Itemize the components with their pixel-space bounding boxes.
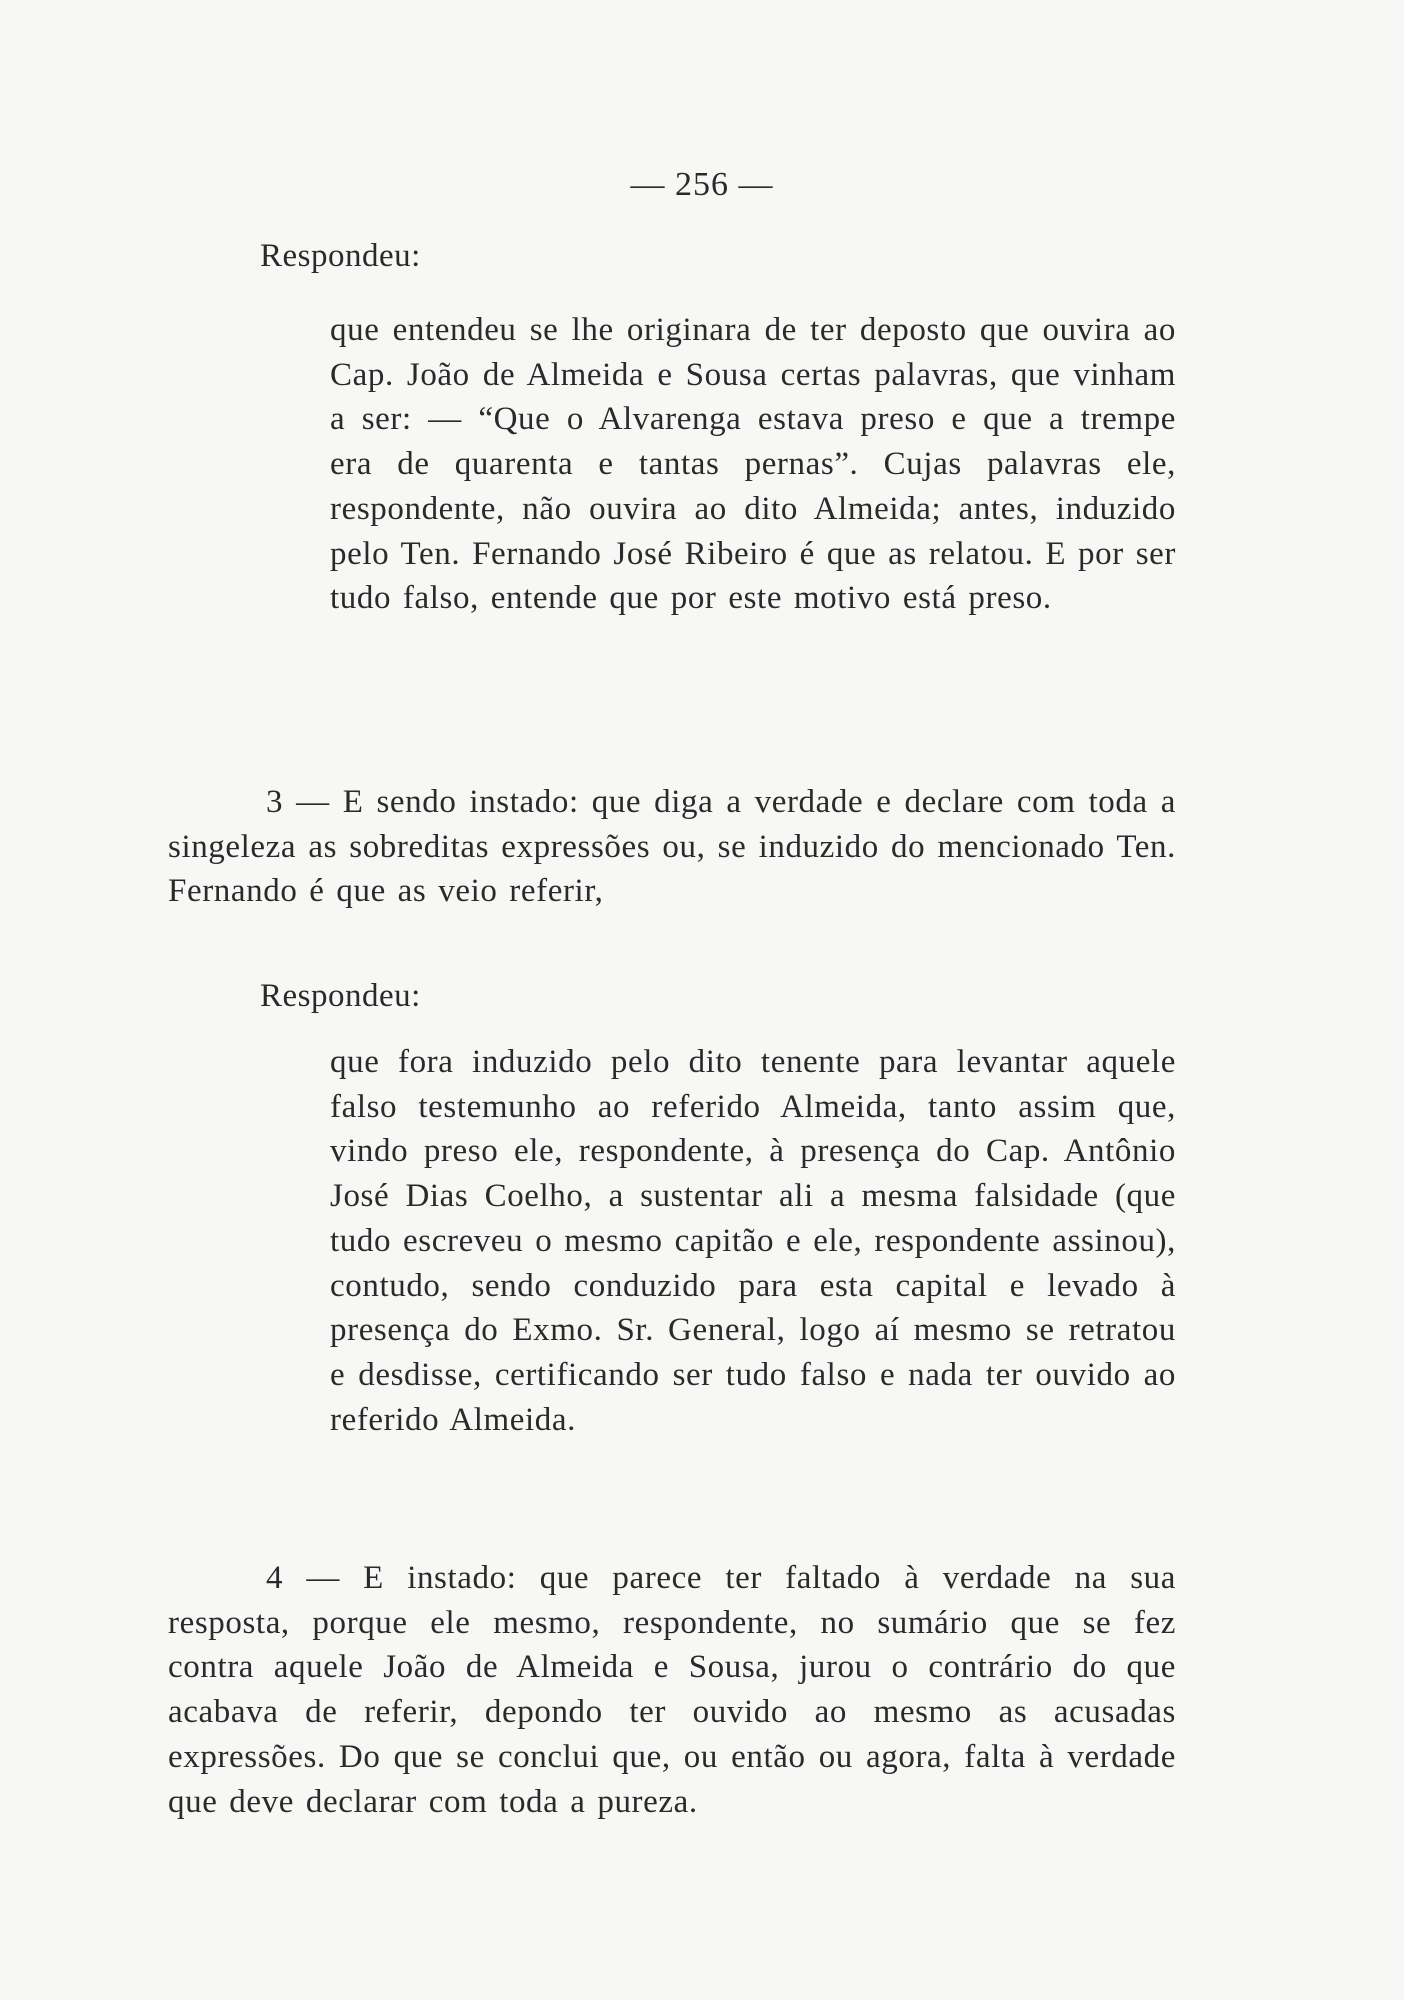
answer-label-1: Respondeu: bbox=[260, 238, 421, 274]
page-number: — 256 — bbox=[630, 166, 774, 203]
question-paragraph-3: 3 — E sendo instado: que diga a verdade e declare com toda a singeleza as sobreditas expressões ou, se induzido do mencionado Ten. Fernando é que as veio referir, bbox=[168, 784, 1176, 910]
answer-label-2: Respondeu: bbox=[260, 978, 421, 1014]
answer-paragraph-2: que fora induzido pelo dito tenente para levantar aquele falso testemunho ao referido Almeida, tanto assim que, vindo preso ele, respondente, à presença do Cap. Antônio José Dias Coelho, a sustentar ali a mesma falsidade (que tudo escreveu o mesmo capitão e ele, respondente assinou), contudo, sendo conduzido para esta capital e levado à presença do Exmo. Sr. General, logo aí mesmo se retratou e desdisse, certificando ser tudo falso e nada ter ouvido ao referido Almeida. bbox=[330, 1044, 1176, 1438]
answer-paragraph-1: que entendeu se lhe originara de ter deposto que ouvira ao Cap. João de Almeida e Sousa certas palavras, que vinham a ser: — “Que o Alvarenga estava preso e que a trempe era de quarenta e tantas pernas”. Cujas palavras ele, respondente, não ouvira ao dito Almeida; antes, induzido pelo Ten. Fernando José Ribeiro é que as relatou. E por ser tudo falso, entende que por este motivo está preso. bbox=[330, 312, 1176, 617]
question-paragraph-4: 4 — E instado: que parece ter faltado à verdade na sua resposta, porque ele mesmo, respondente, no sumário que se fez contra aquele João de Almeida e Sousa, jurou o contrário do que acabava de referir, depondo ter ouvido ao mesmo as acusadas expressões. Do que se conclui que, ou então ou agora, falta à verdade que deve declarar com toda a pureza. bbox=[168, 1560, 1176, 1820]
